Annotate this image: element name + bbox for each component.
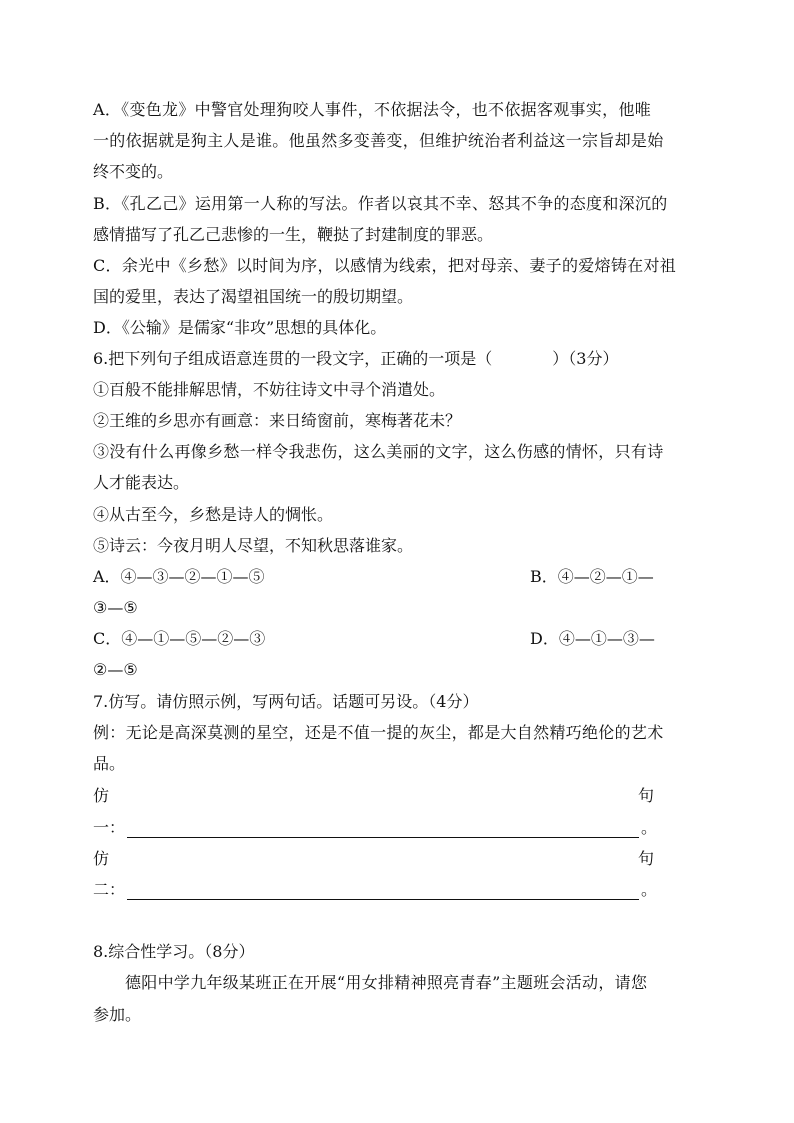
q8-intro-line1: 德阳中学九年级某班正在开展“用女排精神照亮青春”主题班会活动，请您 [125,973,648,992]
q6-stem-text: 6.把下列句子组成语意连贯的一段文字，正确的一项是（ [93,349,493,368]
q7-answer1-suffix: 。 [641,818,658,837]
q7-answer2-suffix: 。 [641,880,658,899]
q6-stem [93,349,618,369]
q5-option-a-line3: 终不变的。 [93,162,174,181]
q8-stem: 8.综合性学习。（8分） [93,942,255,961]
q5-option-b-line1: B．《孔乙己》运用第一人称的写法。作者以哀其不幸、怒其不争的态度和深沉的 [93,194,668,213]
q6-sentence-2: ②王维的乡思亦有画意：来日绮窗前，寒梅著花未？ [93,411,462,430]
q6-sentence-5: ⑤诗云：今夜月明人尽望，不知秋思落谁家。 [93,536,414,555]
q6-sentence-1: ①百般不能排解思情，不妨往诗文中寻个消遣处。 [93,380,446,399]
q6-option-d-line1: D．④—①—③— [530,629,655,648]
q5-option-c-line1: C．余光中《乡愁》以时间为序，以感情为线索，把对母亲、妻子的爱熔铸在对祖 [93,256,677,275]
q6-option-b-line2: ③—⑤ [93,598,138,617]
q5-option-b-line2: 感情描写了孔乙己悲惨的一生，鞭挞了封建制度的罪恶。 [93,225,494,244]
q8-intro-line2: 参加。 [93,1005,142,1024]
q7-stem: 7.仿写。请仿照示例，写两句话。话题可另设。（4分） [93,692,479,711]
q7-answer2-prefix: 二： [93,880,126,899]
q7-answer1-blank[interactable] [127,823,639,838]
q7-answer1-prefix: 一： [93,818,126,837]
q6-sentence-4: ④从古至今，乡愁是诗人的惆怅。 [93,505,334,524]
q7-example-line1: 例：无论是高深莫测的星空，还是不值一提的灰尘，都是大自然精巧绝伦的艺术 [93,723,664,742]
q7-answer2-label-right: 句 [638,849,655,868]
q5-option-a-line2: 一的依据就是狗主人是谁。他虽然多变善变，但维护统治者利益这一宗旨却是始 [93,131,664,150]
q5-option-d: D．《公输》是儒家“非攻”思想的具体化。 [93,318,387,337]
q7-answer2-blank[interactable] [127,885,639,900]
q5-option-c-line2: 国的爱里，表达了渴望祖国统一的殷切期望。 [93,287,414,306]
q7-answer1-label-left: 仿 [93,786,110,805]
q7-answer2-label-left: 仿 [93,849,110,868]
q6-sentence-3-line2: 人才能表达。 [93,473,190,492]
q7-example-line2: 品。 [93,754,126,773]
q6-stem-score: ）（3分） [552,349,619,368]
q6-option-b-line1: B．④—②—①— [530,567,654,586]
q6-sentence-3-line1: ③没有什么再像乡愁一样令我悲伤，这么美丽的文字，这么伤感的情怀，只有诗 [93,442,664,461]
q7-answer2-row [93,880,657,900]
q6-option-c: C．④—①—⑤—②—③ [93,629,266,648]
q5-option-a-line1: A．《变色龙》中警官处理狗咬人事件，不依据法令，也不依据客观事实，他唯 [93,100,652,119]
q7-answer1-label-right: 句 [638,786,655,805]
q6-option-d-line2: ②—⑤ [93,660,138,679]
q7-answer1-row [93,818,657,838]
q6-option-a: A．④—③—②—①—⑤ [93,567,265,586]
